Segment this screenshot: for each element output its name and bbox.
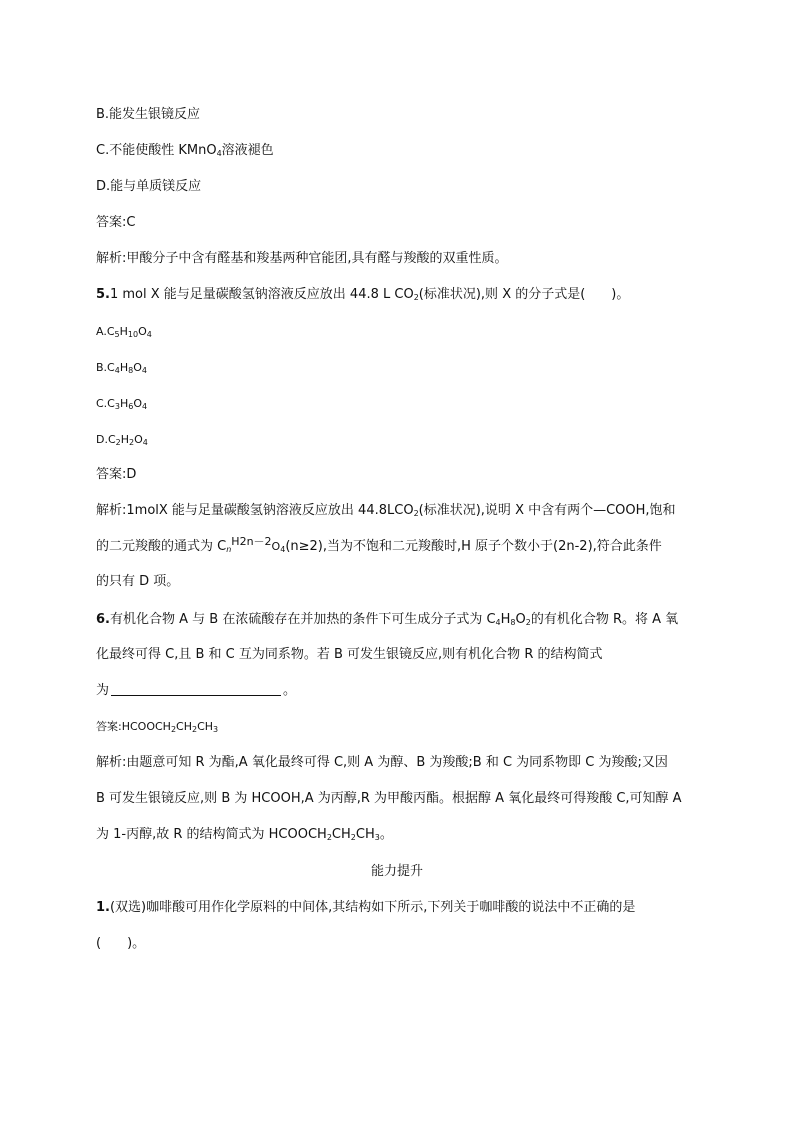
- q5-option-c: $C.C_3H_6O_4$: [96, 397, 148, 411]
- answer-blank[interactable]: [111, 681, 281, 696]
- q5-explanation-line-3: 的只有 D 项。: [96, 574, 180, 589]
- q5-answer: 答案:D: [96, 467, 137, 482]
- q6-explanation-line-1: 解析:由题意可知 R 为酯,A 氧化最终可得 C,则 A 为醇、B 为羧酸;B 和 C 为同系物即 C 为羧酸;又因: [96, 755, 668, 770]
- q5-option-d: $D.C_2H_2O_4$: [96, 433, 148, 447]
- q4-option-b: B.能发生银镜反应: [96, 107, 201, 122]
- p1-stem-line-1: 1.(双选)咖啡酸可用作化学原料的中间体,其结构如下所示,下列关于咖啡酸的说法中不正确的是: [96, 900, 636, 915]
- q4-answer: 答案:C: [96, 215, 136, 230]
- q6-stem-line-1: 6.有机化合物 A 与 B 在浓硫酸存在并加热的条件下可生成分子式为 $C_4H_8O_2$的有机化合物 R。将 A 氧: [96, 612, 679, 627]
- section-heading: 能力提升: [370, 864, 423, 879]
- q4-explanation: 解析:甲酸分子中含有醛基和羧基两种官能团,具有醛与羧酸的双重性质。: [96, 251, 508, 266]
- q5-option-b: $B.C_4H_8O_4$: [96, 361, 147, 375]
- q5-option-a: $A.C_5H_{10}O_4$: [96, 325, 152, 339]
- q4-option-c: C.不能使酸性 KMnO$_4$溶液褪色: [96, 143, 274, 158]
- q6-explanation-line-2: B 可发生银镜反应,则 B 为 HCOOH,A 为丙醇,R 为甲酸丙酯。根据醇 A 氧化最终可得羧酸 C,可知醇 A: [96, 791, 682, 806]
- q6-answer: 答案$:HCOOCH_2CH_2CH_3$: [96, 720, 219, 734]
- q6-stem-line-3: 为 。: [96, 683, 297, 698]
- q5-explanation-line-1: 解析:1molX 能与足量碳酸氢钠溶液反应放出 $44.8LCO_2$(标准状况),说明 X 中含有两个—COOH,饱和: [96, 503, 676, 518]
- q6-stem-line-2: 化最终可得 C,且 B 和 C 互为同系物。若 B 可发生银镜反应,则有机化合物 R 的结构简式: [96, 647, 603, 662]
- q5-explanation-line-2: 的二元羧酸的通式为 $C_n^{H2n-2}O_4(n\ge 2)$,当为不饱和二元羧酸时,H 原子个数小于(2n-2),符合此条件: [96, 535, 662, 554]
- p1-stem-line-2: ( )。: [96, 936, 146, 951]
- q6-explanation-line-3: 为 1-丙醇,故 R 的结构简式为 $HCOOCH_2CH_2CH_3$。: [96, 827, 393, 842]
- q5-stem: 5.1 mol X 能与足量碳酸氢钠溶液反应放出 44.8 L $CO_2$(标准状况),则 X 的分子式是( )。: [96, 287, 630, 302]
- q4-option-d: D.能与单质镁反应: [96, 179, 202, 194]
